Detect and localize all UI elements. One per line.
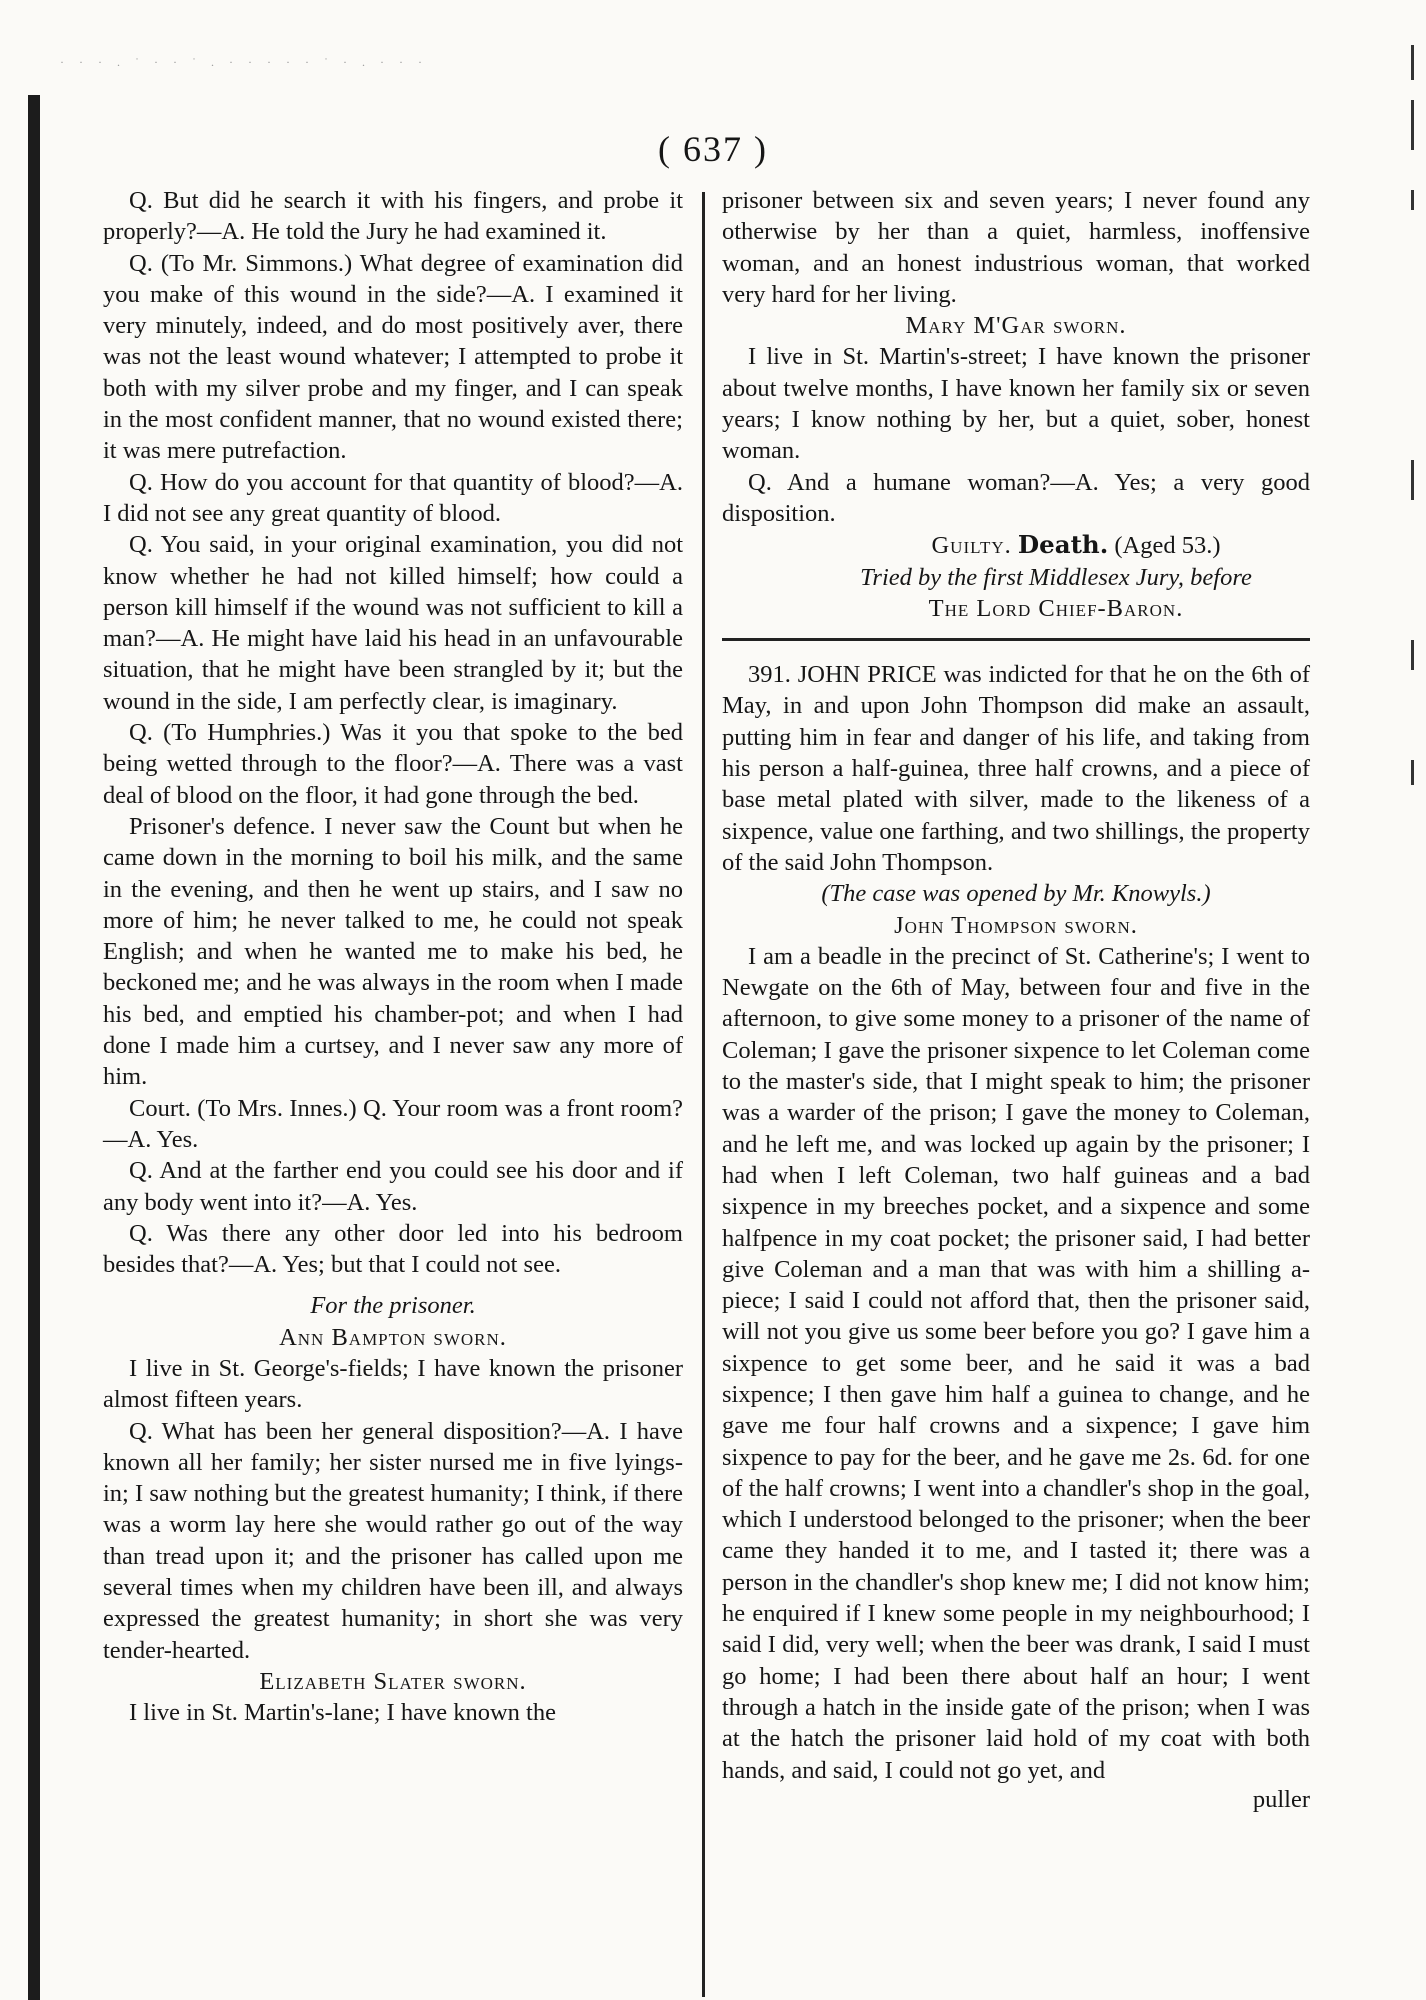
binding-edge <box>28 95 40 2000</box>
right-column <box>722 185 1310 1815</box>
judge: The Lord Chief-Baron. <box>928 594 1184 622</box>
witness-heading: Elizabeth Slater sworn. <box>259 1667 527 1695</box>
case-opened-note: (The case was opened by Mr. Knowyls.) <box>821 880 1211 908</box>
verdict-line <box>722 529 1310 561</box>
paragraph: Q. And a humane woman?—A. Yes; a very good disposition. <box>722 468 1310 527</box>
verdict-sentence: Death. <box>1017 530 1109 560</box>
paragraph: Q. You said, in your original examination, you did not know whether he had not killed himself; how could a person kill himself if the wound was not sufficient to kill a man?—A. He might have laid his head in an unfavourable situation, that he might have been strangled by it; but the wound in the side, I am perfectly clear, is imaginary. <box>103 531 683 715</box>
paragraph: Q. Was there any other door led into his bedroom besides that?—A. Yes; but that I could not see. <box>103 1219 683 1279</box>
paragraph: Q. What has been her general disposition?—A. I have known all her family; her sister nursed me in five lyings-in; I saw nothing but the greatest humanity; I think, if there was a worm lay here she would rather go out of the way than tread upon it; and the prisoner has called upon me several times when my children have been ill, and always expressed the greatest humanity; in short she was very tender-hearted. <box>103 1417 683 1664</box>
witness-heading: Mary M'Gar sworn. <box>905 312 1127 340</box>
paragraph: Q. (To Humphries.) Was it you that spoke to the bed being wetted through to the floor?—A. There was a vast deal of blood on the floor, it had gone through the bed. <box>103 719 683 809</box>
paragraph: Q. And at the farther end you could see his door and if any body went into it?—A. Yes. <box>103 1157 683 1216</box>
column-divider <box>702 192 705 1997</box>
scan-edge-marks <box>1406 40 1414 1940</box>
section-divider <box>722 638 1310 641</box>
paragraph: I live in St. George's-fields; I have known the prisoner almost fifteen years. <box>103 1354 683 1414</box>
catchword: puller <box>1252 1785 1310 1813</box>
paragraph: Q. (To Mr. Simmons.) What degree of examination did you make of this wound in the side?—A. I examined it very minutely, indeed, and do most positively aver, there was not the least wound whatever; I attempted to probe it both with my silver probe and my finger, and I can speak in the most confident manner, that no wound existed there; it was mere putrefaction. <box>103 249 683 465</box>
page-number: ( 637 ) <box>658 129 768 169</box>
tried-by: Tried by the first Middlesex Jury, before <box>860 563 1252 591</box>
witness-heading: Ann Bampton sworn. <box>279 1323 507 1351</box>
paragraph: I live in St. Martin's-lane; I have known the <box>129 1699 556 1727</box>
verdict-guilty: Guilty. <box>931 532 1012 560</box>
paragraph: Prisoner's defence. I never saw the Count but when he came down in the morning to boil his milk, and the same in the evening, and then he went up stairs, and I saw no more of him; he never talked to me, he could not speak English; and when he wanted me to make his bed, he beckoned me; and he was always in the room when I made his bed, and emptied his chamber-pot; and when I had done I made him a curtsey, and I never saw any more of him. <box>103 812 683 1091</box>
witness-heading: John Thompson sworn. <box>894 911 1138 939</box>
paragraph: Q. How do you account for that quantity of blood?—A. I did not see any great quantity of blood. <box>103 468 683 527</box>
section-heading: For the prisoner. <box>310 1292 476 1320</box>
paragraph: I am a beadle in the precinct of St. Catherine's; I went to Newgate on the 6th of May, between four and five in the afternoon, to give some money to a prisoner of the name of Coleman; I gave the prisoner sixpence to let Coleman come to the master's side, that I might speak to him; the prisoner was a warder of the prison; I gave the money to Coleman, and he left me, and was locked up again by the prisoner; I had when I left Coleman, two half guineas and a bad sixpence in my breeches pocket, and a sixpence and some halfpence in my coat pocket; the prisoner said, I had better give Coleman and a man that was with him a shilling a-piece; I said I could not afford that, then the prisoner said, will not you give us some beer before you go? I gave him a sixpence to get some beer, and he said it was a bad sixpence; I then gave him half a guinea to change, and he gave me four half crowns and a sixpence; I gave him sixpence to pay for the beer, and he gave me 2s. 6d. for one of the half crowns; I went into a chandler's shop in the goal, which I understood belonged to the prisoner; when the beer came they handed it to me, and I tasted it; there was a person in the chandler's shop knew me; I did not know him; he enquired if I knew some people in my neighbourhood; I said I did, very well; when the beer was drank, I said I must go home; I had been there about half an hour; I went through a hatch in the inside gate of the prison; when I was at the hatch the prisoner laid hold of my coat with both hands, and said, I could not go yet, and <box>722 942 1310 1784</box>
left-column <box>103 185 683 1729</box>
verdict-age: (Aged 53.) <box>1114 532 1221 560</box>
paragraph: I live in St. Martin's-street; I have known the prisoner about twelve months, I have known her family six or seven years; I know nothing by her, but a quiet, sober, honest woman. <box>722 343 1310 465</box>
paragraph: Q. But did he search it with his fingers, and probe it properly?—A. He told the Jury he had examined it. <box>103 187 683 246</box>
case-heading-paragraph: 391. JOHN PRICE was indicted for that he on the 6th of May, in and upon John Thompson did make an assault, putting him in fear and danger of his life, and taking from his person a half-guinea, three half crowns, and a piece of base metal plated with silver, made to the likeness of a sixpence, value one farthing, and two shillings, the property of the said John Thompson. <box>722 661 1310 876</box>
paragraph: prisoner between six and seven years; I never found any otherwise by her than a quiet, harmless, inoffensive woman, and an honest industrious woman, that worked very hard for her living. <box>722 187 1310 308</box>
scan-noise: · · · . ˙ · · ˙ . · · · · · ˙ · . · · · <box>60 55 428 69</box>
paragraph: Court. (To Mrs. Innes.) Q. Your room was a front room?—A. Yes. <box>103 1094 683 1153</box>
